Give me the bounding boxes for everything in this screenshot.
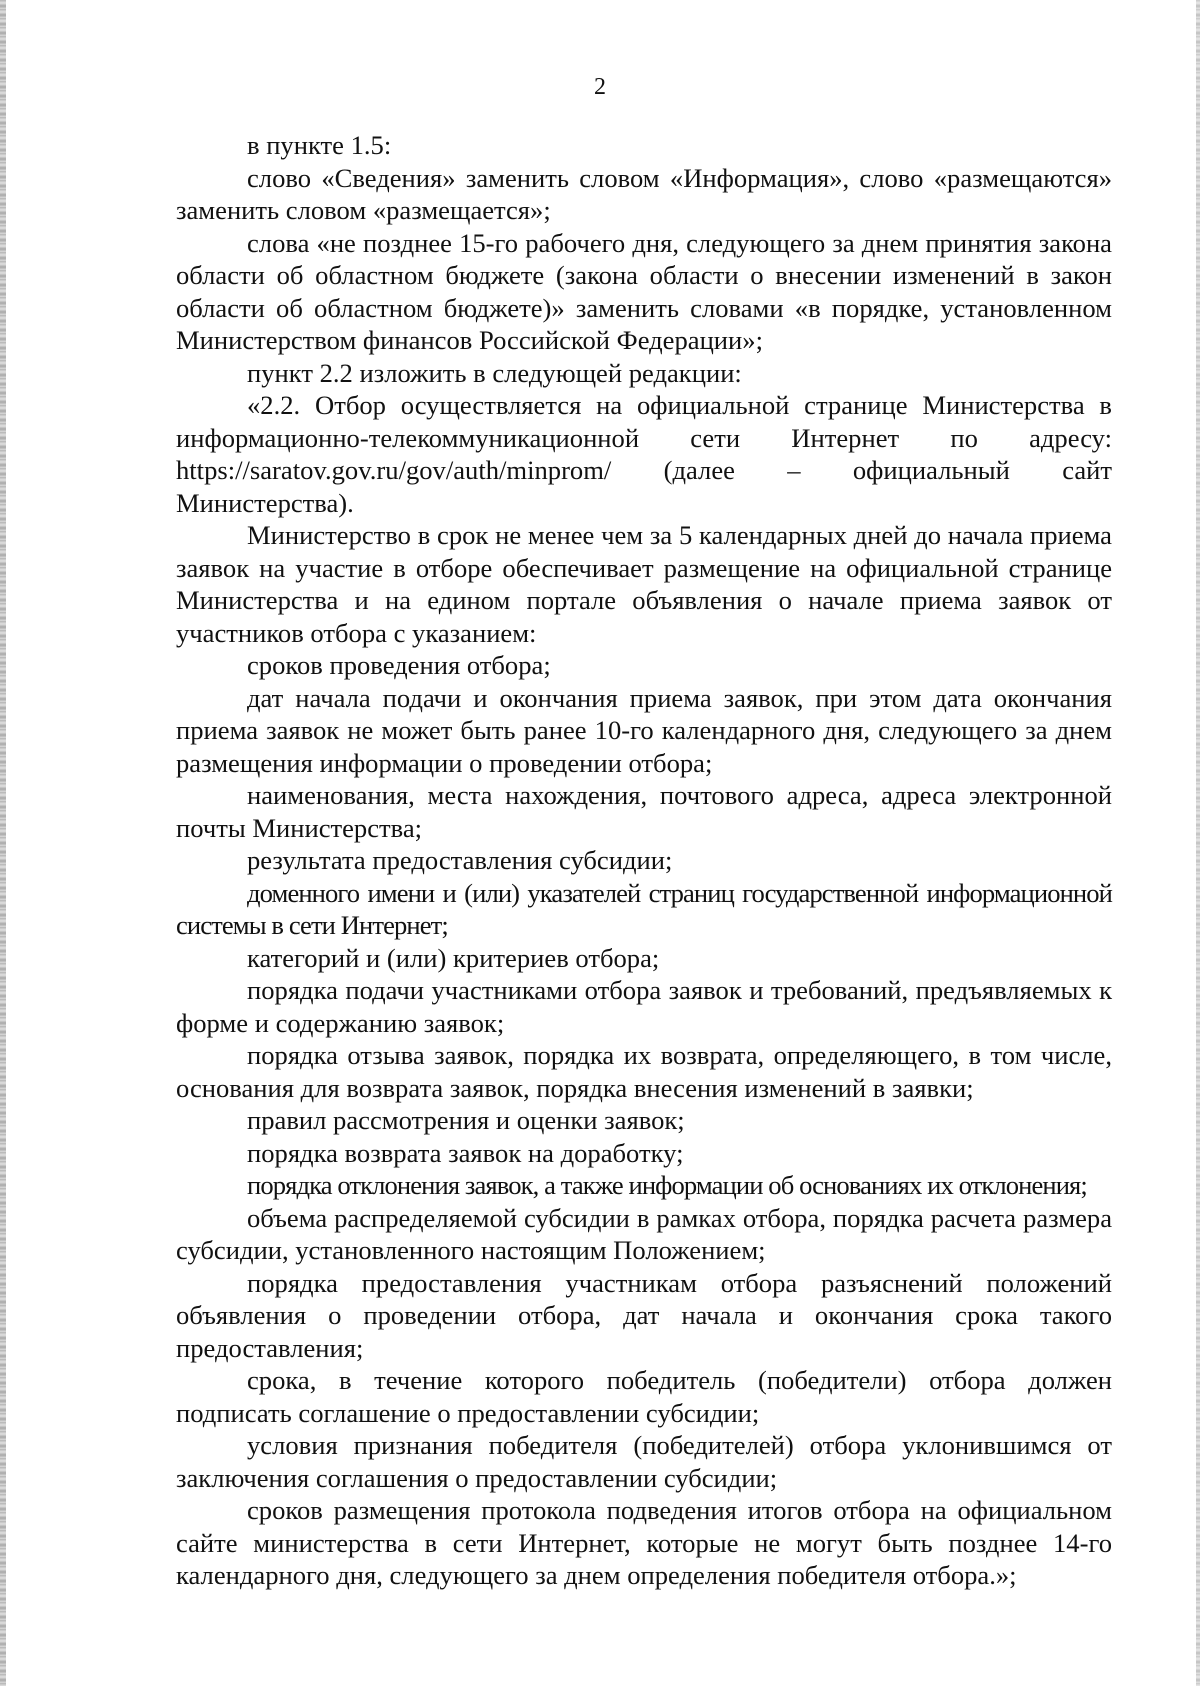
scan-edge-right [1196, 0, 1200, 1686]
list-item-review-rules: правил рассмотрения и оценки заявок; [247, 1105, 685, 1135]
list-item-protocol-publication: сроков размещения протокола подведения итогов отбора на официальном сайте министерства в сети Интернет, которые не могут быть позднее 14-го календарного дня, следующего за днем определения победителя отбора.»; [176, 1495, 1112, 1590]
list-item-domain-name: доменного имени и (или) указателей страниц государственной информационной системы в сети Интернет; [176, 877, 1112, 940]
list-item-rejection-procedure: порядка отклонения заявок, а также информации об основаниях их отклонения; [247, 1170, 1087, 1200]
list-item-selection-criteria: категорий и (или) критериев отбора; [247, 942, 660, 973]
list-item-subsidy-result: результата предоставления субсидии; [247, 845, 673, 875]
list-item-clarifications: порядка предоставления участникам отбора разъяснений положений объявления о проведении отбора, дат начала и окончания срока такого предоставления; [176, 1267, 1112, 1363]
list-item-evasion-conditions: условия признания победителя (победителей) отбора уклонившимся от заключения соглашения о предоставлении субсидии; [176, 1430, 1112, 1493]
list-item-agreement-deadline: срока, в течение которого победитель (победители) отбора должен подписать соглашение о предоставлении субсидии; [176, 1365, 1112, 1428]
paragraph-ministry-announcement: Министерство в срок не менее чем за 5 календарных дней до начала приема заявок на участие в отборе обеспечивает размещение на официальной странице Министерства и на едином портале объявления о начале приема заявок от участников отбора с указанием: [176, 520, 1112, 648]
list-item-return-for-revision: порядка возврата заявок на доработку; [247, 1137, 684, 1168]
list-item-application-dates: дат начала подачи и окончания приема заявок, при этом дата окончания приема заявок не может быть ранее 10-го календарного дня, следующего за днем размещения информации о проведении отбора; [176, 682, 1112, 778]
scan-edge-left [0, 0, 6, 1686]
paragraph-replace-deadline-wording: слова «не позднее 15-го рабочего дня, следующего за днем принятия закона области об областном бюджете (закона области о внесении изменений в закон области об областном бюджете)» заменить словами «в порядке, установленном Министерством финансов Российской Федерации»; [176, 227, 1112, 355]
list-item-ministry-contacts: наименования, места нахождения, почтового адреса, адреса электронной почты Министерства; [176, 780, 1112, 843]
paragraph-amend-clause-1-5: в пункте 1.5: [247, 130, 392, 160]
list-item-application-procedure: порядка подачи участниками отбора заявок и требований, предъявляемых к форме и содержанию заявок; [176, 975, 1112, 1038]
page-number: 2 [594, 74, 606, 100]
list-item-application-withdrawal: порядка отзыва заявок, порядка их возврата, определяющего, в том числе, основания для возврата заявок, порядка внесения изменений в заявки; [176, 1040, 1112, 1103]
paragraph-clause-2-2-text: «2.2. Отбор осуществляется на официальной странице Министерства в информационно-телекоммуникационной сети Интернет по адресу: https://saratov.gov.ru/gov/auth/minprom/ (далее – официальный сайт Министерства). [176, 390, 1112, 518]
paragraph-clause-2-2-intro: пункт 2.2 изложить в следующей редакции: [247, 357, 742, 388]
document-body [176, 129, 1112, 1592]
paragraph-replace-word-svedeniya: слово «Сведения» заменить словом «Информация», слово «размещаются» заменить словом «размещается»; [176, 162, 1112, 225]
list-item-selection-dates: сроков проведения отбора; [247, 650, 551, 680]
list-item-subsidy-volume: объема распределяемой субсидии в рамках отбора, порядка расчета размера субсидии, установленного настоящим Положением; [176, 1202, 1112, 1265]
